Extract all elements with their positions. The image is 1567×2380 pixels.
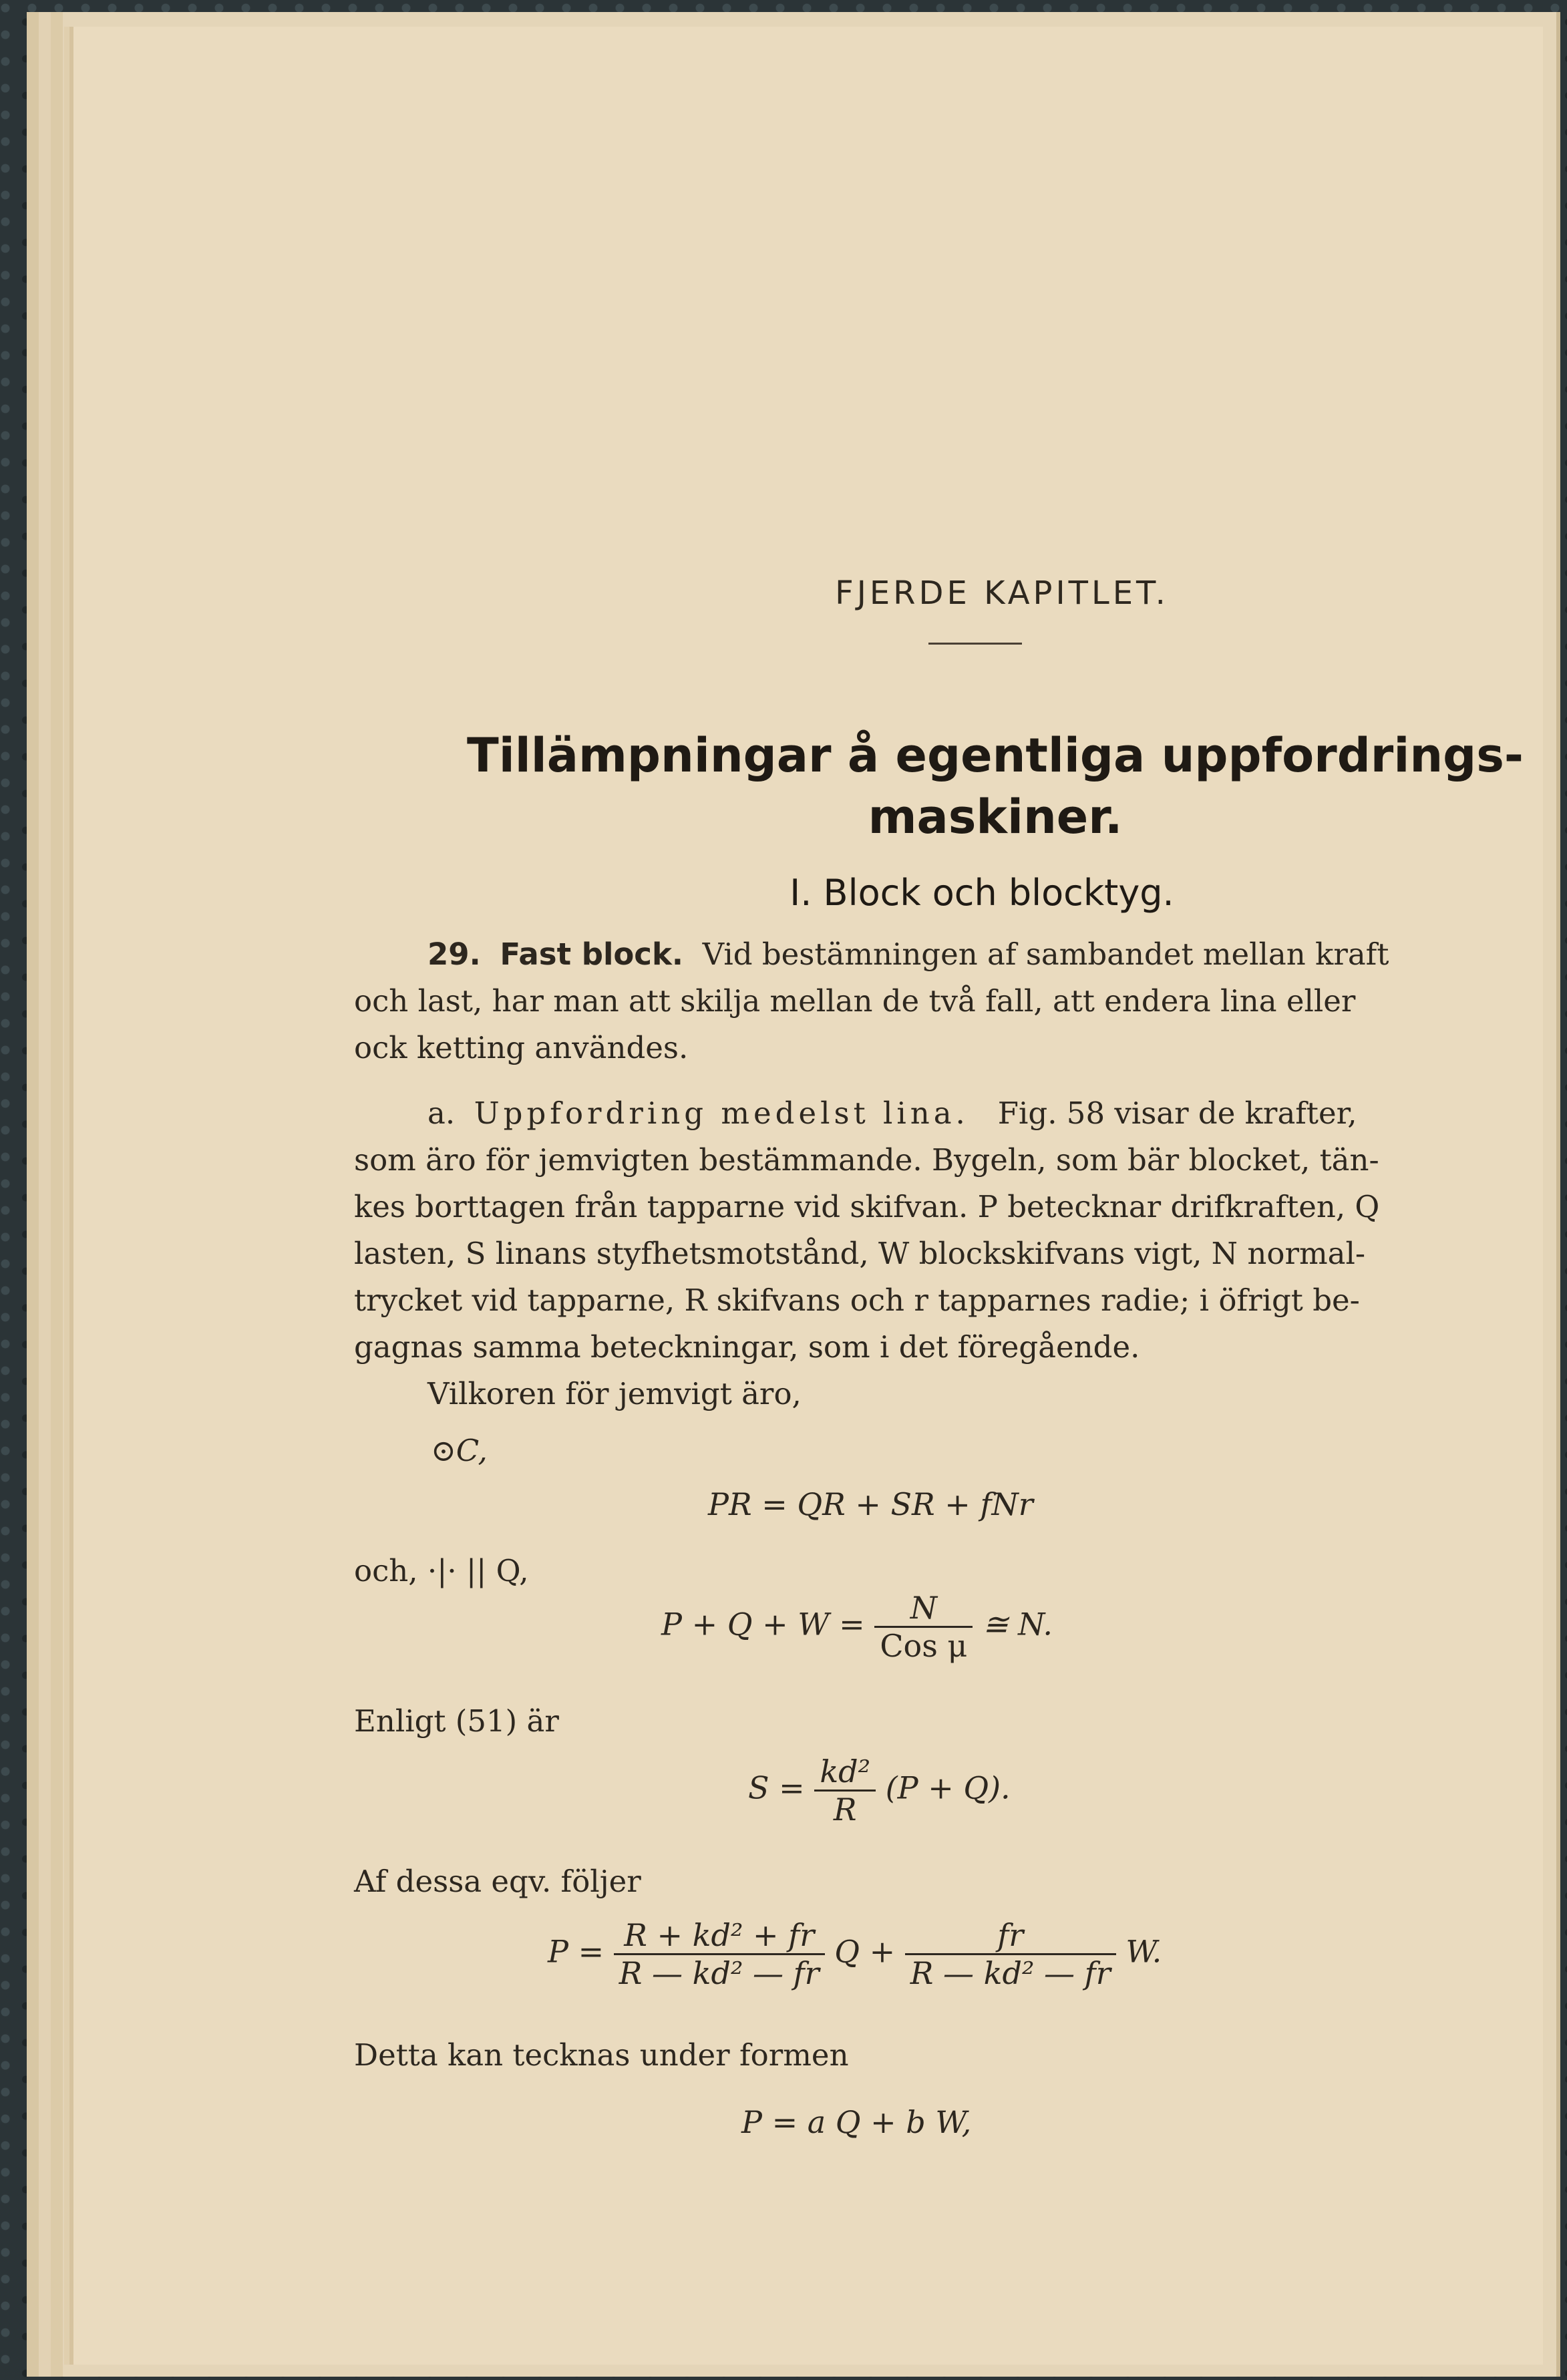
- eq3-lhs: S =: [748, 1769, 805, 1806]
- eq3-numerator: kd²: [820, 1753, 871, 1790]
- eq4-rhs: W.: [1125, 1933, 1162, 1970]
- eq3-rhs: (P + Q).: [885, 1769, 1011, 1806]
- chapter-heading: FJERDE KAPITLET.: [835, 574, 1169, 612]
- moment-label: ⊙C,: [431, 1433, 488, 1468]
- para-a-text-1: Fig. 58 visar de krafter,: [997, 1095, 1357, 1131]
- eq4-mid: Q +: [834, 1933, 896, 1970]
- detta-text: Detta kan tecknas under formen: [354, 2037, 849, 2073]
- eq3-fraction: [814, 1753, 876, 1828]
- eq2-rhs: ≅ N.: [982, 1606, 1053, 1643]
- eq4-lhs: P =: [548, 1933, 604, 1970]
- chapter-rule: [928, 643, 1022, 645]
- equation-3: [748, 1753, 1011, 1828]
- para-a-heading: Uppfordring medelst lina.: [474, 1095, 969, 1131]
- eq2-numerator: N: [910, 1590, 937, 1626]
- eq4-fraction-2: [905, 1917, 1116, 1991]
- para-a-line4: lasten, S linans styfhetsmotstånd, W blockskifvans vigt, N normal-: [354, 1236, 1366, 1271]
- para-a-line6: gagnas samma beteckningar, som i det föregående.: [354, 1329, 1140, 1365]
- book-page: [73, 27, 1543, 2365]
- para29-line1: [427, 937, 1389, 972]
- para29-line3: ock ketting användes.: [354, 1030, 689, 1065]
- para-a-line1: [427, 1095, 1357, 1131]
- eq2-denominator: Cos μ: [874, 1626, 973, 1664]
- och-label: och, ·|· || Q,: [354, 1553, 529, 1588]
- eq4-numerator-2: fr: [997, 1917, 1024, 1953]
- eq2-lhs: P + Q + W =: [661, 1606, 865, 1643]
- para29-text-1: Vid bestämningen af sambandet mellan kraft: [702, 937, 1389, 972]
- equation-1: PR = QR + SR + fNr: [708, 1486, 1033, 1522]
- title-line-2: maskiner.: [868, 790, 1123, 844]
- enligt-text: Enligt (51) är: [354, 1703, 559, 1739]
- title-line-1: Tillämpningar å egentliga uppfordrings-: [467, 728, 1524, 783]
- equation-2: [661, 1590, 1053, 1664]
- eq4-denominator-2: R — kd² — fr: [905, 1953, 1116, 1991]
- eq3-denominator: R: [814, 1790, 876, 1828]
- para-a-label: a.: [427, 1095, 456, 1131]
- eq2-fraction: [874, 1590, 973, 1664]
- para-a-line5: trycket vid tapparne, R skifvans och r tapparnes radie; i öfrigt be-: [354, 1283, 1360, 1318]
- para-a-line3: kes borttagen från tapparne vid skifvan. P betecknar drifkraften, Q: [354, 1189, 1380, 1224]
- para29-heading: Fast block.: [500, 937, 684, 972]
- equation-5: P = a Q + b W,: [741, 2104, 972, 2140]
- chapter-title: [461, 725, 1530, 848]
- eq4-denominator-1: R — kd² — fr: [614, 1953, 825, 1991]
- para29-number: 29.: [427, 937, 481, 972]
- para29-line2: och last, har man att skilja mellan de två fall, att endera lina eller: [354, 983, 1356, 1019]
- eq4-fraction-1: [614, 1917, 825, 1991]
- para-a-line2: som äro för jemvigten bestämmande. Bygeln, som bär blocket, tän-: [354, 1142, 1379, 1178]
- conditions-text: Vilkoren för jemvigt äro,: [427, 1376, 802, 1411]
- eq4-numerator-1: R + kd² + fr: [624, 1917, 815, 1953]
- section-heading: I. Block och blocktyg.: [790, 872, 1174, 914]
- equation-4: [548, 1917, 1162, 1991]
- af-dessa-text: Af dessa eqv. följer: [354, 1864, 641, 1899]
